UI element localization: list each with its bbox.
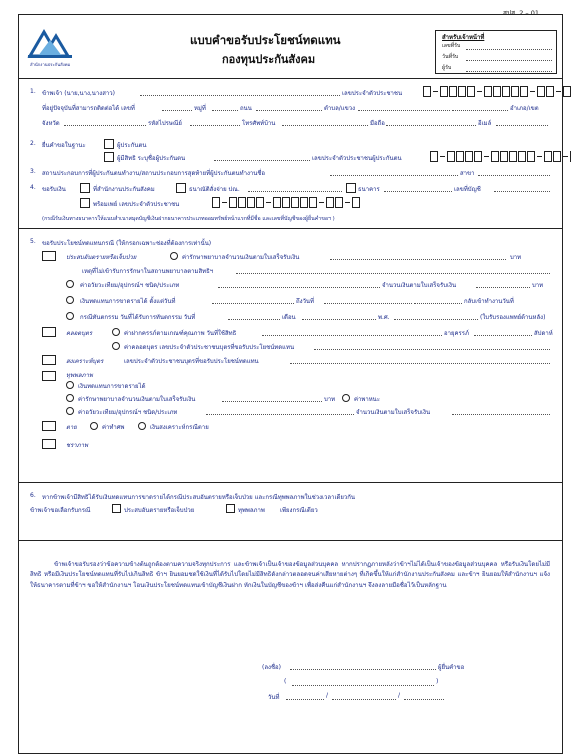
prenatal-label: ค่าฝากครรภ์ตามเกณฑ์คุณภาพ วันที่ใช้สิทธิ <box>124 330 237 337</box>
zip-field[interactable] <box>190 125 240 126</box>
applicant-name-label: ข้าพเจ้า (นาย,นาง,นางสาว) <box>42 90 115 97</box>
beneficiary-option-label: ผู้มีสิทธิ ระบุชื่อผู้ประกันตน <box>117 155 186 162</box>
injury-prosthesis-receipt-label: จำนวนเงินตามใบเสร็จรับเงิน <box>382 282 457 289</box>
prenatal-date[interactable] <box>262 335 442 336</box>
injury-income-from[interactable] <box>212 303 294 304</box>
section1-number: 1. <box>30 88 36 95</box>
branch-field[interactable] <box>478 175 550 176</box>
mobile-label: มือถือ <box>370 120 385 127</box>
child-id-label: เลขประจำตัวประชาชนบุตรที่ขอรับประโยชน์ทดแทน <box>124 358 259 365</box>
injury-prosthesis-radio[interactable] <box>66 280 74 288</box>
home-phone-field[interactable] <box>282 125 368 126</box>
bank-label: ธนาคาร <box>358 186 380 193</box>
applicant-id-label: เลขประจำตัวประชาชน <box>342 90 403 97</box>
choose-disability-checkbox[interactable] <box>226 504 235 513</box>
money-order-label: ธนาณัติสั่งจ่าย ปณ. <box>189 186 240 193</box>
bank-note: (กรณีรับเงินทางธนาคารให้แนบสำเนาสมุดบัญชีเงินฝากธนาคารประเภทออมทรัพย์หน้าแรกที่มีชื่อ และเลขที่บัญชีของผู้ยื่นคำขอฯ ) <box>42 216 335 222</box>
injury-prosthesis-amount[interactable] <box>476 287 530 288</box>
injury-income-to-label: ถึงวันที่ <box>296 298 314 305</box>
applicant-role-label: ผู้ยื่นคำขอ <box>438 664 465 671</box>
injury-prosthesis-type[interactable] <box>218 287 380 288</box>
choose-injury-checkbox[interactable] <box>112 504 121 513</box>
gestation-label: อายุครรภ์ <box>444 330 469 337</box>
death-checkbox[interactable] <box>42 421 56 431</box>
declaration-text: ข้าพเจ้าขอรับรองว่าข้อความข้างต้นถูกต้องตามความจริงทุกประการ และข้าพเจ้าเป็นเจ้าของข้อมูลส่วนบุคคล หากปรากฏภายหลังว่าข้าฯไม่ได้เป็นเจ้าของข้อมูลส่วนบุคคล หรือรับเงินโดยไม่มีสิทธิ หรือมีเงินประโยชน์ทดแทนที่รับไปเกินสิทธิ ข้าฯ ยินยอมชดใช้เงินที่ได้รับไปโดยไม่มีสิทธิดังกล่าวตลอดจนค่าเสียหายต่างๆ ที่เกิดขึ้นให้แก่สำนักงานประกันสังคม และข้าฯ ยินยอมให้สำนักงานฯ แจ้งให้ธนาคารตามที่ข้าฯ ขอให้สำนักงานฯ โอนเงินประโยชน์ทดแทนเข้าบัญชีเงินฝาก หักเงินในบัญชีของข้าฯ เพื่อส่งคืนแก่สำนักงานฯ จึงลงลายมือชื่อไว้เป็นหลักฐาน <box>30 561 550 589</box>
pay-at-office-checkbox[interactable] <box>80 183 90 193</box>
bank-checkbox[interactable] <box>346 183 356 193</box>
dental-year-label: พ.ศ. <box>378 314 390 321</box>
employer-label: สถานประกอบการที่ผู้ประกันตนทำงาน/สถานประกอบการสุดท้ายที่ผู้ประกันตนทำงานชื่อ <box>42 170 266 177</box>
overlap-statement: หากข้าพเจ้ามีสิทธิได้รับเงินทดแทนการขาดรายได้กรณีประสบอันตรายหรือเจ็บป่วย และกรณีทุพพลภาพในช่วงเวลาเดียวกัน <box>42 494 356 501</box>
choose-case-label: ข้าพเจ้าขอเลือกรับกรณี <box>30 507 91 514</box>
injury-prosthesis-label: ค่าอวัยวะเทียม/อุปกรณ์ฯ ชนิด/ประเภท <box>80 282 180 289</box>
gestation-field[interactable] <box>474 335 532 336</box>
transport-radio[interactable] <box>342 394 350 402</box>
funeral-label: ค่าทำศพ <box>102 424 125 431</box>
district-field[interactable] <box>452 110 508 111</box>
injury-medical-radio[interactable] <box>170 252 178 260</box>
promptpay-checkbox[interactable] <box>80 198 90 208</box>
section6-number: 6. <box>30 492 36 499</box>
return-work-label: กลับเข้าทำงานวันที่ <box>464 298 514 305</box>
disability-prosthesis-radio[interactable] <box>66 407 74 415</box>
section5-number: 5. <box>30 238 36 245</box>
transport-label: ค่าพาหนะ <box>354 396 380 403</box>
form-code: สปส. 2 – 01 <box>503 9 539 17</box>
subdistrict-field[interactable] <box>358 110 450 111</box>
applicant-id-field[interactable] <box>423 86 571 97</box>
child-id-field[interactable] <box>290 363 550 364</box>
branch-label: สาขา <box>460 170 475 177</box>
choose-disability-label: ทุพพลภาพ <box>238 507 265 514</box>
return-work-field[interactable] <box>414 303 462 304</box>
dental-note: (ใบรับรองแพทย์ด้านหลัง) <box>480 314 546 321</box>
form-title: แบบคำขอรับประโยชน์ทดแทน <box>190 33 341 47</box>
post-office-field[interactable] <box>248 191 342 192</box>
insured-id-label: เลขประจำตัวประชาชนผู้ประกันตน <box>312 155 402 162</box>
old-age-label: ชราภาพ <box>66 442 88 449</box>
email-label: อีเมล์ <box>478 120 492 127</box>
printed-name-field[interactable] <box>292 685 434 686</box>
subdistrict-label: ตำบล/แขวง <box>324 105 356 112</box>
moo-field[interactable] <box>212 110 238 111</box>
benefit-type-label: ขอรับประโยชน์ทดแทนกรณี (ให้กรอกเฉพาะช่องที่ต้องการเท่านั้น) <box>42 240 212 247</box>
injury-reason-label: เหตุที่ไม่เข้ารับการรักษาในสถานพยาบาลตามสิทธิฯ <box>82 268 214 275</box>
death-grant-radio[interactable] <box>138 422 146 430</box>
injury-reason-field[interactable] <box>236 273 550 274</box>
account-label: เลขที่บัญชี <box>454 186 481 193</box>
injury-income-label: เงินทดแทนการขาดรายได้ ตั้งแต่วันที่ <box>80 298 176 305</box>
district-label: อำเภอ/เขต <box>510 105 539 112</box>
single-case-note: เพียงกรณีเดียว <box>280 507 318 514</box>
dental-month[interactable] <box>302 319 376 320</box>
child-allowance-checkbox[interactable] <box>42 355 56 365</box>
child-allowance-label: สงเคราะห์บุตร <box>66 358 104 365</box>
sign-year-field[interactable] <box>404 699 444 700</box>
maternity-label: คลอดบุตร <box>66 330 93 337</box>
employer-field[interactable] <box>330 175 458 176</box>
disability-income-radio[interactable] <box>66 381 74 389</box>
choose-injury-label: ประสบอันตรายหรือเจ็บป่วย <box>124 507 195 514</box>
insured-name-field[interactable] <box>214 160 310 161</box>
office-use-title: สำหรับเจ้าหน้าที่ <box>442 34 485 41</box>
childbirth-id[interactable] <box>314 349 550 350</box>
section4-number: 4. <box>30 184 36 191</box>
promptpay-label: พร้อมเพย์ เลขประจำตัวประชาชน <box>93 201 180 208</box>
sign-date-label: วันที่ <box>268 694 280 701</box>
address-no-field[interactable] <box>162 110 192 111</box>
dental-month-label: เดือน <box>282 314 296 321</box>
pay-at-office-label: ที่สำนักงานประกันสังคม <box>93 186 155 193</box>
disability-prosthesis-label: ค่าอวัยวะเทียม/อุปกรณ์ฯ ชนิด/ประเภท <box>78 409 178 416</box>
injury-medical-label: ค่ารักษาพยาบาลจำนวนเงินตามใบเสร็จรับเงิน <box>182 254 300 261</box>
promptpay-id-field[interactable] <box>212 197 361 208</box>
maternity-checkbox[interactable] <box>42 327 56 337</box>
disability-label: ทุพพลภาพ <box>66 372 93 379</box>
bank-name-field[interactable] <box>384 191 452 192</box>
signature-field[interactable] <box>290 669 436 670</box>
childbirth-radio[interactable] <box>112 342 120 350</box>
disability-prosthesis-type[interactable] <box>206 414 354 415</box>
childbirth-label: ค่าคลอดบุตร เลขประจำตัวประชาชนบุตรที่ขอรับประโยชน์ทดแทน <box>124 344 295 351</box>
email-field[interactable] <box>496 125 548 126</box>
sign-date-slash-2: / <box>398 692 401 699</box>
logo-caption: สำนักงานประกันสังคม <box>30 62 71 67</box>
office-use-box <box>435 30 557 74</box>
injury-medical-amount[interactable] <box>330 259 506 260</box>
province-field[interactable] <box>64 125 146 126</box>
prenatal-radio[interactable] <box>112 328 120 336</box>
old-age-checkbox[interactable] <box>42 439 56 449</box>
section2-number: 2. <box>30 140 36 147</box>
office-field-receive-date: วันที่รับ <box>442 54 459 60</box>
zip-label: รหัสไปรษณีย์ <box>148 120 182 127</box>
sign-date-slash-1: / <box>326 692 329 699</box>
road-field[interactable] <box>256 110 322 111</box>
disability-prosthesis-amount[interactable] <box>452 414 550 415</box>
sign-month-field[interactable] <box>332 699 396 700</box>
home-phone-label: โทรศัพท์บ้าน <box>242 120 276 127</box>
disability-medical-amount[interactable] <box>222 401 322 402</box>
injury-prosthesis-baht: บาท <box>532 282 544 289</box>
death-grant-label: เงินสงเคราะห์กรณีตาย <box>150 424 209 431</box>
dental-year[interactable] <box>394 319 478 320</box>
office-field-receive-no: เลขที่รับ <box>442 43 461 49</box>
insured-id-field[interactable] <box>430 151 571 162</box>
sign-day-field[interactable] <box>286 699 324 700</box>
moo-label: หมู่ที่ <box>194 105 206 112</box>
funeral-radio[interactable] <box>90 422 98 430</box>
disability-medical-baht: บาท <box>324 396 336 403</box>
insured-checkbox[interactable] <box>104 139 114 149</box>
injury-checkbox[interactable] <box>42 251 56 261</box>
applicant-status-label: ยื่นคำขอในฐานะ <box>42 142 86 149</box>
payment-label: ขอรับเงิน <box>42 186 66 193</box>
province-label: จังหวัด <box>42 120 60 127</box>
dental-radio[interactable] <box>66 312 74 320</box>
form-subtitle: กองทุนประกันสังคม <box>222 53 316 66</box>
mobile-field[interactable] <box>386 125 476 126</box>
address-label: ที่อยู่ปัจจุบันที่สามารถติดต่อได้ เลขที่ <box>42 105 135 112</box>
disability-prosthesis-receipt: จำนวนเงินตามใบเสร็จรับเงิน <box>356 409 431 416</box>
insured-option-label: ผู้ประกันตน <box>117 142 147 149</box>
injury-income-radio[interactable] <box>66 296 74 304</box>
section3-number: 3. <box>30 168 36 175</box>
injury-label: ประสบอันตรายหรือเจ็บป่วย <box>66 254 137 261</box>
signature-paren-close: ) <box>436 678 439 685</box>
office-field-receiver: ผู้รับ <box>442 65 452 71</box>
disability-income-label: เงินทดแทนการขาดรายได้ <box>78 383 146 390</box>
sso-logo <box>26 26 76 68</box>
death-label: ตาย <box>66 424 77 431</box>
road-label: ถนน <box>240 105 252 112</box>
disability-medical-radio[interactable] <box>66 394 74 402</box>
injury-income-to[interactable] <box>324 303 412 304</box>
gestation-weeks: สัปดาห์ <box>534 330 553 337</box>
beneficiary-checkbox[interactable] <box>104 152 114 162</box>
sso-logo-icon <box>26 26 76 60</box>
dental-day[interactable] <box>228 319 280 320</box>
money-order-checkbox[interactable] <box>176 183 186 193</box>
dental-label: กรณีทันตกรรม วันที่ได้รับการทันตกรรม วันที่ <box>80 314 196 321</box>
account-field[interactable] <box>494 191 550 192</box>
disability-checkbox[interactable] <box>42 371 56 381</box>
signature-paren-open: ( <box>284 678 287 685</box>
signature-label: (ลงชื่อ) <box>262 664 281 671</box>
disability-medical-label: ค่ารักษาพยาบาลจำนวนเงินตามใบเสร็จรับเงิน <box>78 396 196 403</box>
applicant-name-field[interactable] <box>140 95 340 96</box>
injury-medical-baht: บาท <box>510 254 522 261</box>
